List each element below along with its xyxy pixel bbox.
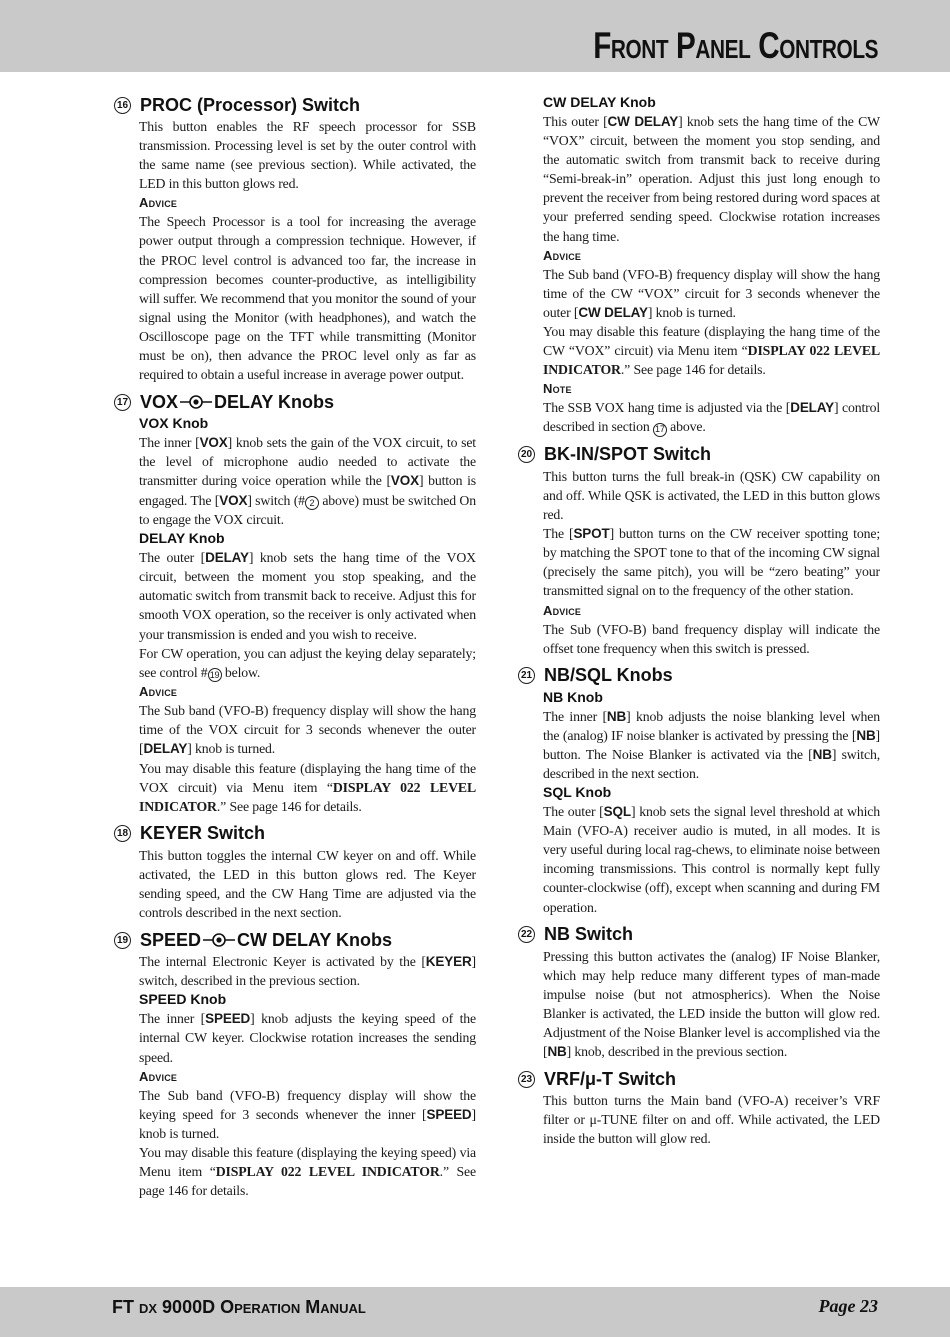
section-vox-delay-knobs [114, 390, 476, 816]
section-title-a: SPEED [140, 929, 202, 950]
section-cw-delay-continued [518, 93, 880, 437]
paragraph: The internal Electronic Keyer is activated by the [KEYER] switch, described in the previous section. [139, 954, 476, 989]
section-number: 20 [518, 446, 535, 463]
paragraph: The Sub band (VFO-B) frequency display will show the hang time of the CW “VOX” circuit for 3 seconds whenever the outer [CW DELAY] knob is turned. [543, 266, 880, 320]
section-title: NB/SQL Knobs [544, 665, 673, 686]
subheading: SQL Knob [543, 784, 612, 801]
paragraph: This button toggles the internal CW keyer on and off. While activated, the LED in this button glows red. The Keyer sending speed, and the CW Hang Time are adjusted via the controls described in the next section. [139, 847, 476, 921]
section-title-b: CW DELAY Knobs [237, 929, 393, 950]
section-title: KEYER Switch [140, 823, 266, 844]
section-heading [518, 1067, 880, 1091]
paragraph: For CW operation, you can adjust the keying delay separately; see control # 19 below. [139, 644, 476, 683]
right-column [518, 93, 880, 1154]
section-heading [114, 93, 476, 117]
paragraph: The [SPOT] button turns on the CW receiver spotting tone; by matching the SPOT tone to that of the incoming CW signal (precisely the same pitch), you will be “zero beating” your transmitted signal on to the frequency of the other station. [543, 526, 881, 599]
paragraph: The Sub band (VFO-B) frequency display will show the hang time of the VOX circuit for 3 seconds whenever the outer [DELAY] knob is turned. [139, 703, 476, 757]
section-title: VRF/μ-T Switch [544, 1068, 677, 1089]
paragraph: The Sub (VFO-B) band frequency display will indicate the offset tone frequency when this switch is pressed. [543, 621, 880, 656]
paragraph: Pressing this button activates the (analog) IF Noise Blanker, which may help reduce many different types of man-made impulse noise (but not atmospherics). When the Noise Blanker is activated, the LED inside the button will glow red. Adjustment of the Noise Blanker level is accomplished via the [NB] knob, described in the previous section. [543, 948, 880, 1060]
paragraph: This button turns the Main band (VFO-A) receiver’s VRF filter or μ-TUNE filter on and off. While activated, the LED inside the button will glow red. [543, 1093, 880, 1147]
paragraph: This button enables the RF speech processor for SSB transmission. Processing level is set by the outer control with the same name (see previous section). While activated, the LED in this button glows red. [139, 119, 476, 192]
section-proc-switch [114, 93, 476, 384]
section-title-a: VOX [140, 391, 179, 412]
paragraph: You may disable this feature (displaying the keying speed) via Menu item “DISPLAY 022 LEVEL INDICATOR.” See page 146 for details. [139, 1144, 476, 1199]
section-title: NB Switch [544, 924, 634, 945]
section-heading [114, 822, 476, 846]
section-heading [518, 923, 880, 947]
section-speed-cwdelay-knobs [114, 928, 476, 1200]
advice-label: Advice [139, 1068, 178, 1084]
section-number: 21 [518, 667, 535, 684]
subheading: SPEED Knob [139, 991, 227, 1008]
advice-label: Advice [543, 602, 582, 618]
concentric-knob-icon [179, 395, 213, 409]
concentric-knob-icon [202, 933, 236, 947]
paragraph: The Sub band (VFO-B) frequency display will show the keying speed for 3 seconds whenever the inner [SPEED] knob is turned. [139, 1087, 476, 1141]
section-bkin-spot-switch [518, 443, 880, 658]
paragraph: The inner [SPEED] knob adjusts the keying speed of the internal CW keyer. Clockwise rotation increases the sending speed. [139, 1011, 476, 1065]
section-keyer-switch [114, 822, 476, 922]
paragraph: You may disable this feature (displaying the hang time of the CW “VOX” circuit) via Menu item “DISPLAY 022 LEVEL INDICATOR.” See page 146 for details. [543, 323, 880, 378]
section-number: 22 [518, 926, 535, 943]
paragraph: This outer [CW DELAY] knob sets the hang time of the CW “VOX” circuit, between the moment you stop sending, and the automatic switch from transmit back to receive during “Semi-break-in” operation. Adjust this just long enough to prevent the receiver from being restored during word spaces at your preferred sending speed. Clockwise rotation increases the hang time. [543, 114, 880, 244]
left-column [114, 91, 476, 1206]
section-nb-switch [518, 923, 880, 1062]
section-number: 16 [114, 97, 131, 114]
section-number: 18 [114, 825, 131, 842]
paragraph: This button turns the full break-in (QSK) CW capability on and off. While QSK is activated, the LED in this button glows red. [543, 468, 880, 523]
note-label: Note [543, 381, 572, 397]
section-title: PROC (Processor) Switch [140, 94, 361, 115]
ref-circle: 19 [208, 668, 222, 682]
paragraph: The Speech Processor is a tool for increasing the average power output through a compression technique. However, if the PROC level control is advanced too far, the increase in compression becomes counter-productive, as intelligibility will suffer. We recommend that you monitor the sound of your signal using the Monitor (with headphones), and watch the Oscilloscope page on the TFT while transmitting (Monitor must be on), then advance the PROC level only as far as required to obtain a useful increase in average power output. [139, 214, 476, 383]
section-title-b: DELAY Knobs [214, 391, 335, 412]
section-heading [114, 390, 476, 414]
section-title: BK-IN/SPOT Switch [544, 444, 712, 465]
ref-circle: 2 [305, 496, 319, 510]
section-number: 19 [114, 932, 131, 949]
section-vrf-switch [518, 1067, 880, 1148]
section-number: 23 [518, 1071, 535, 1088]
ref-circle: 17 [653, 423, 667, 437]
page-number: Page 23 [818, 1296, 878, 1316]
subheading: DELAY Knob [139, 530, 225, 547]
section-heading [518, 443, 880, 467]
advice-label: Advice [543, 247, 582, 263]
advice-label: Advice [139, 684, 178, 700]
paragraph: The outer [DELAY] knob sets the hang time of the VOX circuit, between the moment you stop speaking, and the automatic switch from transmit back to receive. Adjust this for smooth VOX operation, so the receiver is only activated when your transmission is ended and you wish to receive. [139, 550, 476, 642]
section-number: 17 [114, 394, 131, 411]
paragraph: The outer [SQL] knob sets the signal level threshold at which Main (VFO-A) receiver audio is muted, in all modes. It is very useful during local rag-chews, to eliminate noise between incoming transmissions. This control is normally kept fully counter-clockwise (off), except when scanning and during FM operation. [543, 804, 880, 915]
paragraph: The inner [VOX] knob sets the gain of the VOX circuit, to set the level of microphone audio needed to activate the transmitter during voice operation while the [VOX] button is engaged. The [VOX] switch (# 2 above) must be switched On to engage the VOX circuit. [139, 435, 476, 528]
advice-label: Advice [139, 195, 178, 211]
section-heading [114, 928, 476, 952]
paragraph: The SSB VOX hang time is adjusted via the [DELAY] control described in section 17 above. [543, 398, 880, 437]
manual-title: FT dx 9000D Operation Manual [112, 1297, 366, 1317]
paragraph: You may disable this feature (displaying the hang time of the VOX circuit) via Menu item “DISPLAY 022 LEVEL INDICATOR.” See page 146 for details. [139, 760, 476, 814]
subheading: CW DELAY Knob [543, 94, 656, 110]
section-heading [518, 664, 880, 688]
section-nb-sql-knobs [518, 664, 880, 917]
paragraph: The inner [NB] knob adjusts the noise blanking level when the (analog) IF noise blanker is activated by pressing the [NB] button. The Noise Blanker is activated via the [NB] switch, described in the next section. [543, 708, 880, 781]
page-title: Front Panel Controls [593, 25, 878, 66]
subheading: VOX Knob [139, 415, 209, 432]
subheading: NB Knob [543, 688, 603, 705]
